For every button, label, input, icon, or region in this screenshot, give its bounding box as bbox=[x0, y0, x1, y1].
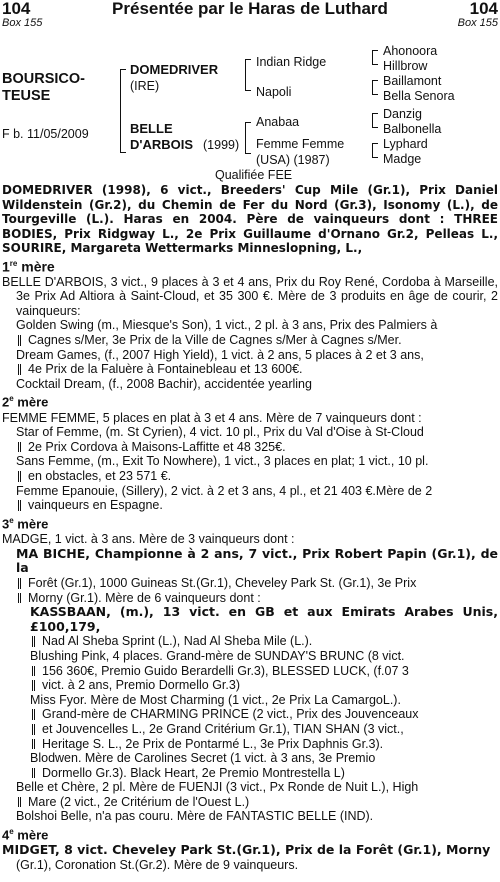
lot-number-right: 104 bbox=[469, 0, 498, 18]
kassbaan-line: KASSBAAN, (m.), 13 vict. en GB et aux Emirats Arabes Unis, £100,179, bbox=[30, 604, 498, 634]
section-2-body bbox=[0, 411, 500, 513]
foal-line: en obstacles, et 23 571 €. bbox=[2, 469, 498, 484]
foal-line: Femme Epanouie, (Sillery), 2 vict. à 2 et 3 ans, 4 pl., et 21 403 €.Mère de 2 bbox=[16, 483, 433, 498]
foal-star-of-femme bbox=[2, 425, 498, 454]
midget-line: (Gr.1), Coronation St.(Gr.2). Mère de 9 vainqueurs. bbox=[16, 857, 299, 872]
belle-et-chere-line: Belle et Chère, 2 pl. Mère de FUENJI (3 vict., Px Ronde de Nuit L.), High bbox=[16, 780, 419, 795]
bracket-sd bbox=[372, 80, 378, 95]
section-4-sup: e bbox=[9, 827, 14, 837]
sire-origin: (IRE) bbox=[130, 79, 160, 93]
miss-fyor-line: Heritage S. L., 2e Prix de Pontarmé L., 3e Prix Daphnis Gr.3). bbox=[2, 737, 498, 752]
foal-cocktail-dream: Cocktail Dream, (f., 2008 Bachir), accidentée yearling bbox=[16, 376, 312, 391]
section-4-label: mère bbox=[13, 827, 49, 843]
foal-line: Star of Femme, (m. St Cyrien), 4 vict. 10 pl., Prix du Val d'Oise à St-Cloud bbox=[16, 425, 424, 440]
horse-name-2: TEUSE bbox=[2, 88, 51, 104]
pedigree-table bbox=[0, 29, 500, 182]
blushing-pink-line: vict. à 2 ans, Premio Dormello Gr.3) bbox=[2, 678, 498, 693]
lot-number-left: 104 bbox=[2, 0, 31, 18]
page-title: Présentée par le Haras de Luthard bbox=[112, 0, 388, 18]
section-4-num: 4 bbox=[2, 827, 10, 843]
bolshoi-belle-line: Bolshoi Belle, n'a pas couru. Mère de FANTASTIC BELLE (IND). bbox=[16, 809, 374, 824]
gg-4: Bella Senora bbox=[383, 89, 455, 103]
foal-line: Cagnes s/Mer, 3e Prix de la Ville de Cagnes s/Mer à Cagnes s/Mer. bbox=[2, 333, 498, 348]
dam-sire: Anabaa bbox=[256, 115, 300, 129]
gg-6: Balbonella bbox=[383, 122, 442, 136]
dam-year: (1999) bbox=[203, 138, 240, 152]
section-4 bbox=[0, 824, 500, 843]
blushing-pink-line: Blushing Pink, 4 places. Grand-mère de SUNDAY'S BRUNC (8 vict. bbox=[30, 648, 405, 663]
box-number-right: Box 155 bbox=[457, 17, 498, 29]
horse-name: BOURSICO- bbox=[2, 71, 85, 87]
dam-name-2: D'ARBOIS bbox=[130, 137, 194, 152]
dam-3-text: MADGE, 1 vict. à 3 ans. Mère de 3 vainqueurs dont : bbox=[2, 532, 295, 547]
foal-line: Golden Swing (m., Miesque's Son), 1 vict., 2 pl. à 3 ans, Prix des Palmiers à bbox=[16, 318, 438, 333]
blushing-pink-line: 156 360€, Premio Guido Berardelli Gr.3), BLESSED LUCK, (f.07 3 bbox=[2, 664, 498, 679]
dam-dam-2: (USA) (1987) bbox=[256, 153, 330, 167]
blodwen-line: Dormello Gr.3). Black Heart, 2e Premio Montrestella L) bbox=[2, 766, 498, 781]
midget-line: MIDGET, 8 vict. Cheveley Park St.(Gr.1), Prix de la Forêt (Gr.1), Morny bbox=[2, 842, 491, 858]
dam-1-text: BELLE D'ARBOIS, 3 vict., 9 places à 3 et 4 ans, Prix du Roy René, Cordoba à Marseille, 3e Prix Ad Altiora à Saint-Cloud, et 35 300 €. Mère de 3 produits en âge de courir, 2 vainqueurs: bbox=[2, 274, 498, 318]
section-3 bbox=[0, 513, 500, 532]
section-3-label: mère bbox=[13, 516, 49, 532]
foal-sans-femme bbox=[2, 454, 498, 483]
page-header bbox=[0, 0, 500, 29]
foal-line: 2e Prix Cordova à Maisons-Laffitte et 48 325€. bbox=[2, 440, 498, 455]
bracket-sire bbox=[245, 59, 251, 91]
blodwen-line: Blodwen. Mère de Carolines Secret (1 vict. à 3 ans, 3e Premio bbox=[30, 751, 376, 766]
miss-fyor-line: Grand-mère de CHARMING PRINCE (2 vict., Prix des Jouvenceaux bbox=[2, 707, 498, 722]
section-1-label: mère bbox=[17, 258, 55, 275]
sire-text: DOMEDRIVER (1998), 6 vict., Breeders' Cup Mile (Gr.1), Prix Daniel Wildenstein (Gr.2), du Chemin de Fer du Nord (Gr.3), Isonomy (L.), de Tourgeville (L.). Haras en 2004. Père de vainqueurs dont : THREE BODIES, Prix Ridgway L., 2e Prix Guillaume d'Ornano Gr.2, Pelleas L., SOURIRE, Margareta Wettermarks Minneslopning, L., bbox=[2, 183, 498, 256]
gg-5: Danzig bbox=[383, 107, 422, 121]
horse-info: F b. 11/05/2009 bbox=[2, 127, 89, 141]
section-1 bbox=[0, 256, 500, 275]
sire-dam: Napoli bbox=[256, 85, 292, 99]
bracket-ss bbox=[372, 50, 378, 65]
section-3-body bbox=[0, 532, 500, 824]
foal-line: 4e Prix de la Faluère à Fontainebleau et 13 600€. bbox=[2, 362, 498, 377]
box-number-left: Box 155 bbox=[2, 17, 43, 29]
ma-biche-line: Forêt (Gr.1), 1000 Guineas St.(Gr.1), Cheveley Park St. (Gr.1), 3e Prix bbox=[2, 576, 498, 591]
section-1-num: 1 bbox=[2, 258, 10, 275]
miss-fyor-line: et Jouvencelles L., 2e Grand Critérium Gr.1), TIAN SHAN (3 vict., bbox=[2, 722, 498, 737]
foal-line: Sans Femme, (m., Exit To Nowhere), 1 vict., 3 places en plat; 1 vict., 10 pl. bbox=[16, 454, 429, 469]
section-2-label: mère bbox=[13, 394, 49, 410]
foal-line: vainqueurs en Espagne. bbox=[2, 498, 498, 513]
section-1-body bbox=[0, 275, 500, 392]
dam-name: BELLE bbox=[130, 121, 173, 136]
gg-1: Ahonoora bbox=[383, 44, 438, 58]
section-2-sup: e bbox=[9, 394, 14, 404]
miss-fyor-line: Miss Fyor. Mère de Most Charming (1 vict., 2e Prix La CamargoL.). bbox=[30, 692, 401, 707]
gg-7: Lyphard bbox=[383, 137, 428, 151]
sire-name: DOMEDRIVER bbox=[130, 62, 219, 77]
foal-femme-epanouie bbox=[2, 484, 498, 513]
bracket-dam bbox=[245, 122, 251, 154]
section-3-sup: e bbox=[9, 515, 14, 525]
section-2-num: 2 bbox=[2, 394, 10, 410]
dam-2-text: FEMME FEMME, 5 places en plat à 3 et 4 ans. Mère de 7 vainqueurs dont : bbox=[2, 410, 422, 425]
foal-golden-swing bbox=[2, 318, 498, 347]
bracket-dd bbox=[372, 143, 378, 158]
bracket-main bbox=[120, 69, 126, 153]
ma-biche-line: MA BICHE, Championne à 2 ans, 7 vict., Prix Robert Papin (Gr.1), de la bbox=[16, 545, 498, 576]
dam-dam: Femme Femme bbox=[256, 137, 345, 151]
section-4-body bbox=[0, 843, 500, 872]
ma-biche-line: Morny (Gr.1). Mère de 6 vainqueurs dont : bbox=[2, 591, 498, 606]
sire-sire: Indian Ridge bbox=[256, 55, 327, 69]
gg-8: Madge bbox=[383, 152, 422, 166]
gg-2: Hillbrow bbox=[383, 59, 428, 73]
section-1-sup: re bbox=[9, 258, 18, 268]
sire-paragraph bbox=[0, 183, 500, 256]
qualification: Qualifiée FEE bbox=[215, 168, 293, 182]
belle-et-chere-line: Mare (2 vict., 2e Critérium de l'Ouest L.) bbox=[2, 795, 498, 810]
gg-3: Baillamont bbox=[383, 74, 442, 88]
section-2 bbox=[0, 391, 500, 410]
kassbaan-line: Nad Al Sheba Sprint (L.), Nad Al Sheba Mile (L.). bbox=[2, 634, 498, 649]
foal-dream-games bbox=[2, 348, 498, 377]
section-3-num: 3 bbox=[2, 516, 10, 532]
bracket-ds bbox=[372, 113, 378, 128]
foal-line: Dream Games, (f., 2007 High Yield), 1 vict. à 2 ans, 5 places à 2 et 3 ans, bbox=[16, 347, 424, 362]
